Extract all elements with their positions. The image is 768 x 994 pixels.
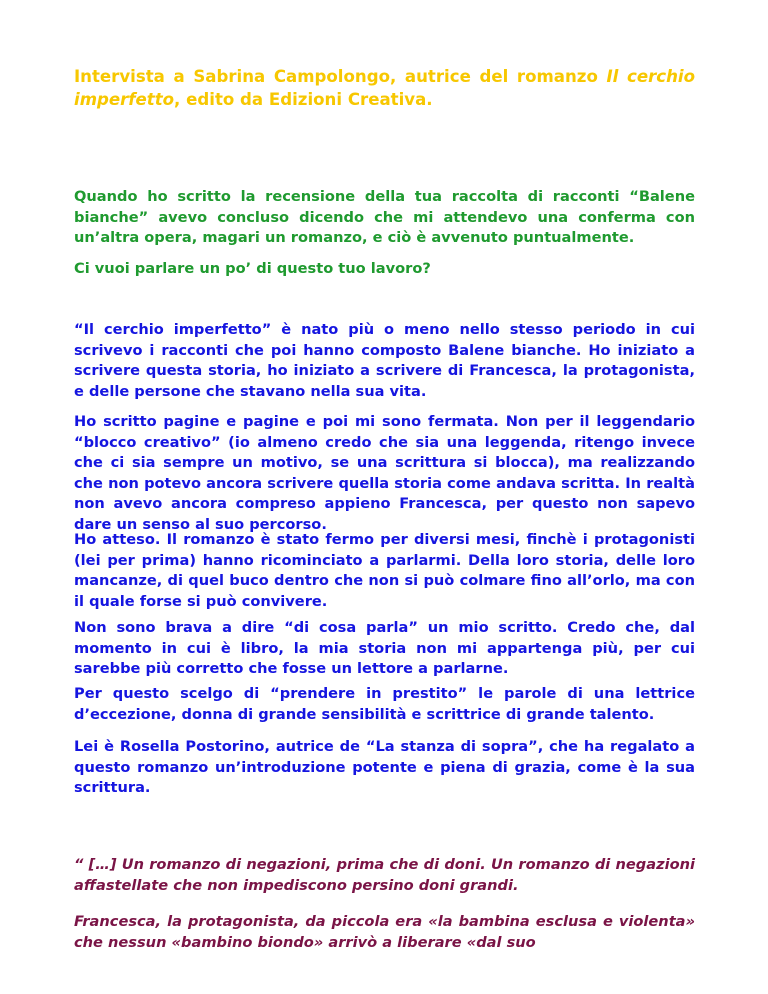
answer-paragraph-3: Ho atteso. Il romanzo è stato fermo per diversi mesi, finchè i protagonisti (lei per prima) hanno ricominciato a parlarmi. Della loro storia, delle loro mancanze, di quel buco dentro che non si può colmare fino all’orlo, ma con il quale forse si può convivere. [74, 531, 695, 610]
title-publisher: , edito da Edizioni Creativa. [174, 90, 433, 109]
answer-paragraph-2: Ho scritto pagine e pagine e poi mi sono fermata. Non per il leggendario “blocco creativo” (io almeno credo che sia una leggenda, ritengo invece che ci sia sempre un motivo, se una scrittura si blocca), ma realizzando che non potevo ancora scrivere quella storia come andava scritta. In realtà non avevo ancora compreso appieno Francesca, per questo non sapevo dare un senso al suo percorso. [74, 413, 695, 533]
answer-paragraph-1: “Il cerchio imperfetto” è nato più o meno nello stesso periodo in cui scrivevo i racconti che poi hanno composto Balene bianche. Ho iniziato a scrivere questa storia, ho iniziato a scrivere di Francesca, la protagonista, e delle persone che stavano nella sua vita. [74, 321, 695, 400]
answer-paragraph-5: Per questo scelgo di “prendere in prestito” le parole di una lettrice d’eccezione, donna di grande sensibilità e scrittrice di grande talento. [74, 685, 695, 723]
question-intro: Quando ho scritto la recensione della tua raccolta di racconti “Balene bianche” avevo concluso dicendo che mi attendevo una conferma con un’altra opera, magari un romanzo, e ciò è avvenuto puntualmente. [74, 188, 695, 246]
excerpt-paragraph-2: Francesca, la protagonista, da piccola era «la bambina esclusa e violenta» che nessun «bambino biondo» arrivò a liberare «dal suo [74, 913, 695, 951]
book-title: Il cerchio imperfetto [74, 67, 696, 109]
excerpt-paragraph-1: “ […] Un romanzo di negazioni, prima che di doni. Un romanzo di negazioni affastellate che non impediscono persino doni grandi. [74, 856, 695, 894]
question: Ci vuoi parlare un po’ di questo tuo lavoro? [74, 260, 431, 277]
document-title [74, 65, 695, 111]
title-text: Intervista a Sabrina Campolongo, autrice del romanzo [74, 67, 607, 86]
answer-paragraph-6: Lei è Rosella Postorino, autrice de “La stanza di sopra”, che ha regalato a questo romanzo un’introduzione potente e piena di grazia, come è la sua scrittura. [74, 738, 695, 796]
answer-paragraph-4: Non sono brava a dire “di cosa parla” un mio scritto. Credo che, dal momento in cui è libro, la mia storia non mi appartenga più, per cui sarebbe più corretto che fosse un lettore a parlarne. [74, 619, 695, 677]
